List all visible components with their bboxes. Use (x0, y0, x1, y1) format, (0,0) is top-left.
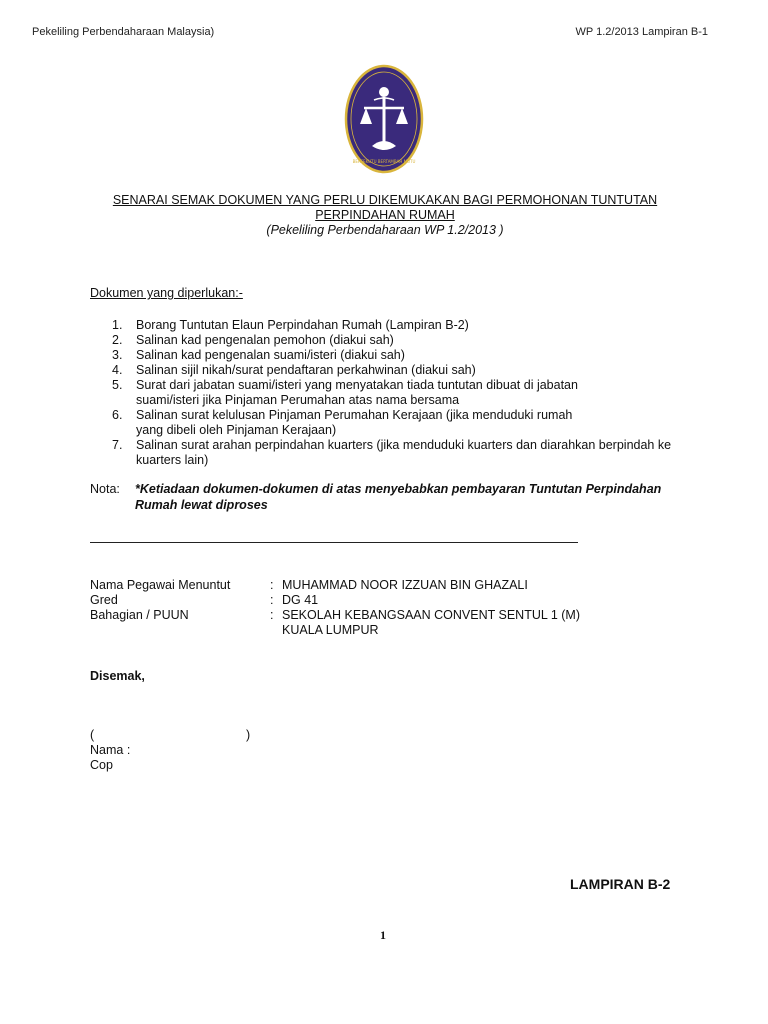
claimant-department-value: SEKOLAH KEBANGSAAN CONVENT SENTUL 1 (M) (282, 608, 580, 622)
verifier-signature-block (90, 728, 260, 773)
list-item (90, 333, 690, 348)
claimant-department-colon: : (270, 608, 274, 622)
list-item (90, 378, 690, 408)
signature-paren-open: ( (90, 728, 95, 742)
claimant-grade-label: Gred (90, 593, 118, 607)
title-line-2: PERPINDAHAN RUMAH (315, 208, 455, 222)
claimant-name-row (90, 578, 710, 593)
list-item (90, 363, 690, 378)
signature-paren-close: ) (246, 728, 251, 742)
list-item-number: 7. (112, 438, 123, 452)
list-item-number: 5. (112, 378, 123, 392)
nota-text-line-1: *Ketiadaan dokumen-dokumen di atas menyebabkan pembayaran Tuntutan Perpindahan (135, 482, 662, 496)
separator-line (90, 542, 578, 543)
list-item-text: Borang Tuntutan Elaun Perpindahan Rumah (Lampiran B-2) (136, 318, 469, 332)
claimant-department-label: Bahagian / PUUN (90, 608, 189, 622)
required-documents-heading: Dokumen yang diperlukan:- (90, 286, 243, 300)
list-item-text: Salinan surat kelulusan Pinjaman Perumahan Kerajaan (jika menduduki rumah (136, 408, 573, 422)
government-crest-logo (344, 64, 424, 174)
document-title (80, 193, 690, 238)
crest-motto: BERSEKUTU BERTAMBAH MUTU (352, 159, 416, 164)
list-item-number: 4. (112, 363, 123, 377)
claimant-department-row (90, 608, 710, 638)
list-item-number: 3. (112, 348, 123, 362)
list-item-text-continued: kuarters lain) (136, 453, 209, 467)
required-documents-list (90, 318, 690, 468)
list-item-text: Salinan sijil nikah/surat pendaftaran perkahwinan (diakui sah) (136, 363, 476, 377)
claimant-name-value: MUHAMMAD NOOR IZZUAN BIN GHAZALI (282, 578, 528, 592)
claimant-grade-row (90, 593, 710, 608)
page-number: 1 (380, 928, 386, 942)
list-item-text: Salinan kad pengenalan pemohon (diakui sah) (136, 333, 394, 347)
claimant-details (90, 578, 710, 638)
claimant-grade-colon: : (270, 593, 274, 607)
list-item (90, 348, 690, 363)
list-item-text-continued: suami/isteri jika Pinjaman Perumahan atas nama bersama (136, 393, 460, 407)
claimant-grade-value: DG 41 (282, 593, 319, 607)
claimant-department-value-continued: KUALA LUMPUR (282, 623, 379, 637)
appendix-label: LAMPIRAN B-2 (570, 876, 671, 892)
claimant-name-label: Nama Pegawai Menuntut (90, 578, 231, 592)
list-item-text: Surat dari jabatan suami/isteri yang menyatakan tiada tuntutan dibuat di jabatan (136, 378, 578, 392)
list-item-text: Salinan surat arahan perpindahan kuarters (jika menduduki kuarters dan diarahkan berpindah ke (136, 438, 672, 452)
running-header-right: WP 1.2/2013 Lampiran B-1 (575, 26, 708, 38)
list-item (90, 438, 690, 468)
running-header-left: Pekeliling Perbendaharaan Malaysia) (32, 26, 215, 38)
title-reference: (Pekeliling Perbendaharaan WP 1.2/2013 ) (266, 223, 504, 237)
list-item (90, 318, 690, 333)
claimant-name-colon: : (270, 578, 274, 592)
list-item-text: Salinan kad pengenalan suami/isteri (diakui sah) (136, 348, 405, 362)
list-item-number: 2. (112, 333, 123, 347)
verifier-stamp-label: Cop (90, 758, 113, 772)
crest-head (379, 87, 389, 97)
nota-section (90, 482, 690, 513)
title-line-1: SENARAI SEMAK DOKUMEN YANG PERLU DIKEMUKAKAN BAGI PERMOHONAN TUNTUTAN (112, 193, 658, 207)
signature-space (90, 728, 260, 743)
verifier-name-label: Nama : (90, 743, 131, 757)
nota-label: Nota: (90, 482, 120, 496)
list-item-number: 1. (112, 318, 123, 332)
list-item-text-continued: yang dibeli oleh Pinjaman Kerajaan) (136, 423, 337, 437)
nota-text-line-2: Rumah lewat diproses (135, 497, 268, 512)
verified-by-heading: Disemak, (90, 669, 145, 683)
list-item (90, 408, 690, 438)
list-item-number: 6. (112, 408, 123, 422)
